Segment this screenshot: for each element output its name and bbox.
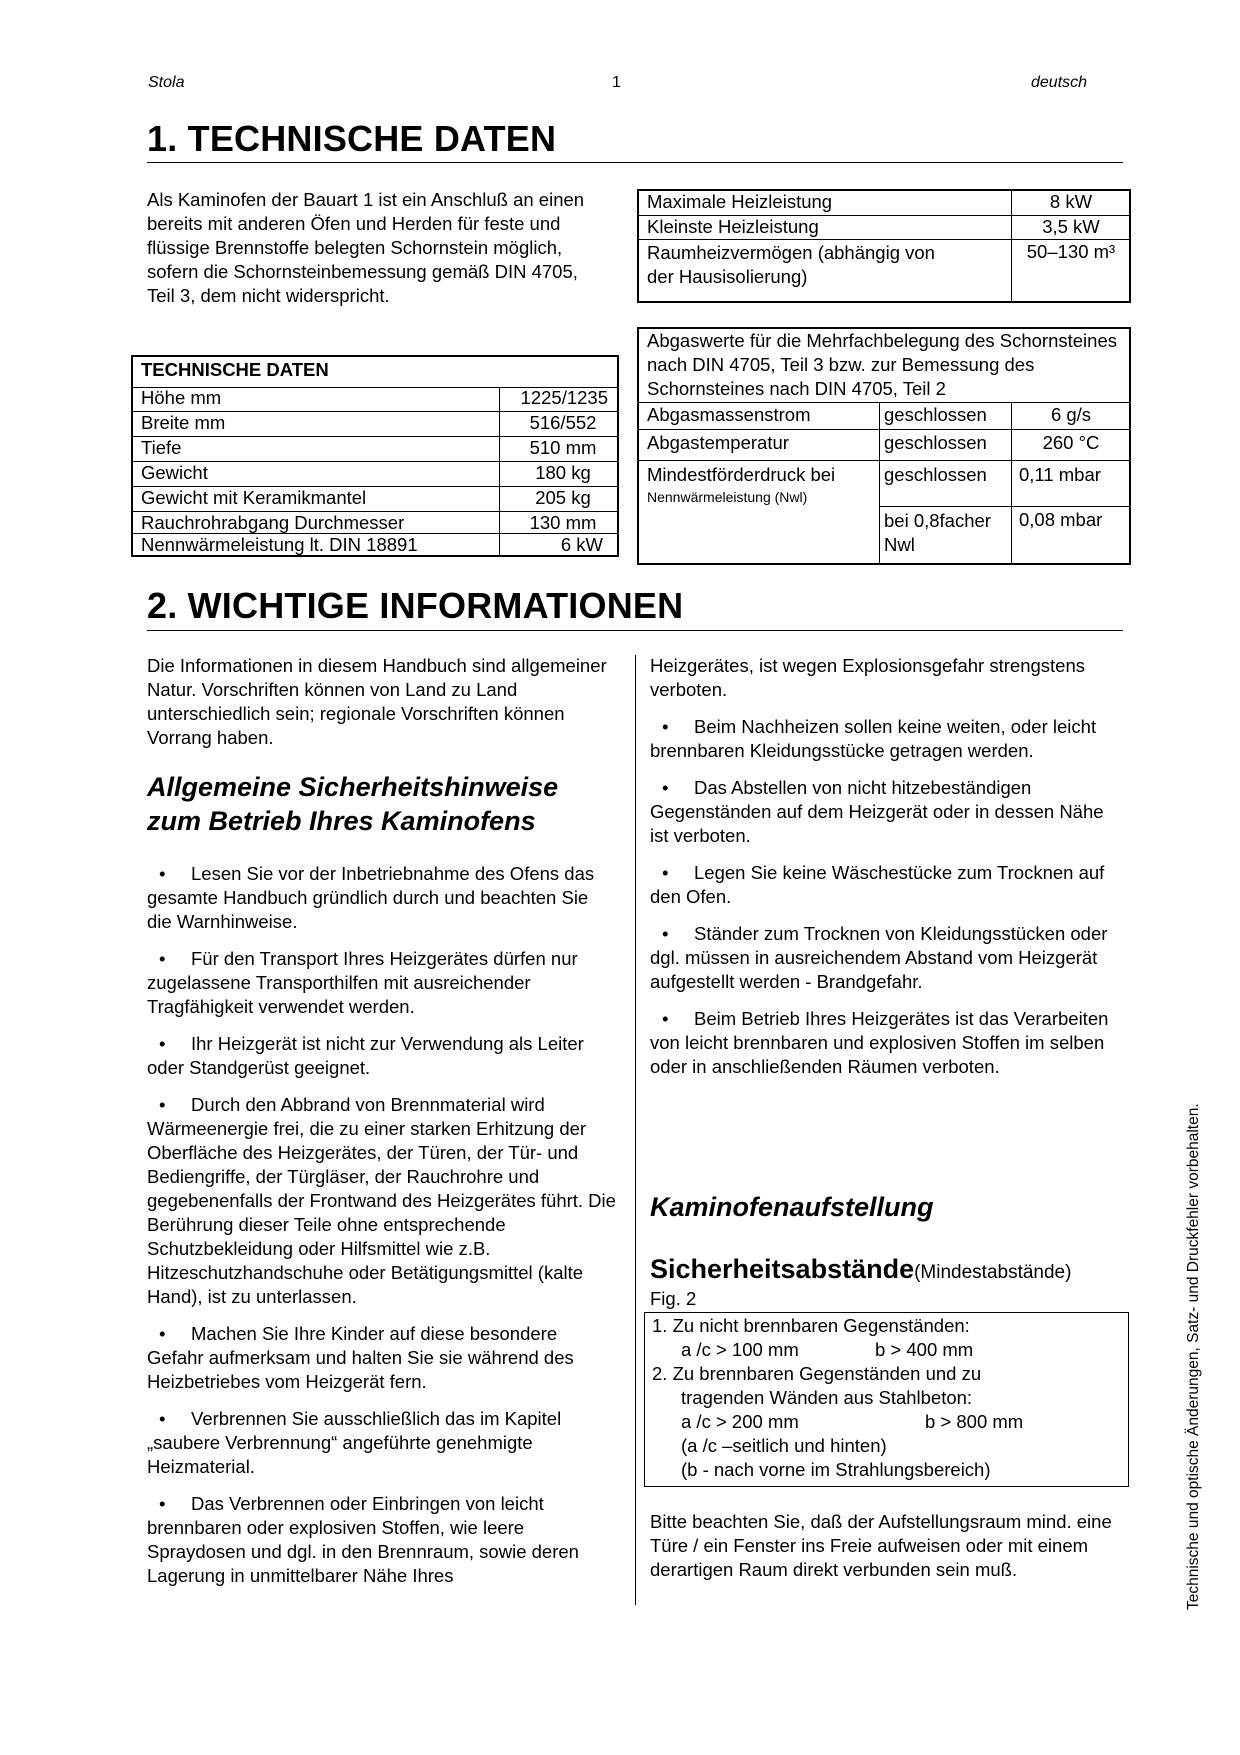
power-row-label: Raumheizvermögen (abhängig von der Hausisolierung) (647, 242, 935, 287)
power-row-value: 3,5 kW (1042, 216, 1100, 237)
list-item: • Verbrennen Sie ausschließlich das im Kapitel „saubere Verbrennung“ angeführte genehmigte Heizmaterial. (147, 1408, 562, 1477)
tech-data-table (131, 355, 619, 557)
tech-row-value: 205 kg (535, 487, 591, 508)
exhaust-row-value: 260 °C (1042, 432, 1100, 453)
tech-row-label: Gewicht (141, 462, 208, 483)
setup-heading: Kaminofenaufstellung (650, 1192, 934, 1222)
exhaust-table (637, 327, 1131, 565)
exhaust-row-cond: geschlossen (884, 432, 987, 453)
exhaust-row-cond: bei 0,8facher Nwl (884, 510, 991, 555)
distance-note: (a /c –seitlich und hinten) (681, 1435, 887, 1456)
sidebar-disclaimer: Technische und optische Änderungen, Satz- und Druckfehler vorbehalten. (1185, 1103, 1202, 1610)
power-row-label: Maximale Heizleistung (647, 191, 833, 212)
exhaust-row-label: Abgasmassenstrom (647, 404, 811, 425)
fig-label: Fig. 2 (650, 1288, 697, 1309)
tech-row-value: 180 kg (535, 462, 591, 483)
distances-box (644, 1312, 1129, 1487)
page-number: 1 (612, 74, 621, 91)
exhaust-row-label: Mindestförderdruck bei (647, 464, 836, 485)
list-item: • Legen Sie keine Wäschestücke zum Trocknen auf den Ofen. (650, 862, 1105, 907)
tech-row-value: 6 kW (560, 534, 603, 555)
list-item: • Durch den Abbrand von Brennmaterial wird Wärmeenergie frei, die zu einer starken Erhitzung der Oberfläche des Heizgerätes, der Türen, der Tür- und Bediengriffe, der Türgläser, der Rauchrohre und gegebenenfalls der Frontwand des Heizgerätes führt. Die Berührung dieser Teile ohne entsprechende Schutzbekleidung oder Hilfsmittel wie z.B. Hitzeschutzhandschuhe oder Betätigungsmittel (kalte Hand), ist zu unterlassen. (147, 1094, 616, 1307)
list-item: • Ständer zum Trocknen von Kleidungsstücken oder dgl. müssen in ausreichendem Abstand vom Heizgerät aufgestellt werden - Brandgefahr. (650, 923, 1108, 992)
section1-intro: Als Kaminofen der Bauart 1 ist ein Anschluß an einen bereits mit anderen Öfen und Herden für feste und flüssige Brennstoffe belegten Schornstein möglich, sofern die Schornsteinbemessung gemäß DIN 4705, Teil 3, dem nicht widerspricht. (147, 189, 585, 306)
tech-data-heading: TECHNISCHE DATEN (141, 359, 329, 380)
header-brand: Stola (148, 74, 185, 91)
list-item: • Lesen Sie vor der Inbetriebnahme des Ofens das gesamte Handbuch gründlich durch und beachten Sie die Warnhinweise. (147, 863, 595, 932)
list-item: • Beim Nachheizen sollen keine weiten, oder leicht brennbaren Kleidungsstücke getragen werden. (650, 716, 1097, 761)
tech-row-label: Höhe mm (141, 387, 222, 408)
tech-row-label: Rauchrohrabgang Durchmesser (141, 512, 405, 533)
distance-value: b > 400 mm (875, 1339, 974, 1360)
tech-row-label: Breite mm (141, 412, 226, 433)
distance-item: 1. Zu nicht brennbaren Gegenständen: (652, 1315, 970, 1336)
tech-row-label: Tiefe (141, 437, 182, 458)
power-table (637, 189, 1131, 303)
header-language: deutsch (1031, 74, 1088, 91)
distances-title (650, 1254, 1071, 1285)
section2-title: 2. WICHTIGE INFORMATIONEN (147, 585, 684, 626)
safety-heading: Allgemeine Sicherheitshinweise zum Betrieb Ihres Kaminofens (147, 772, 559, 836)
distance-item: 2. Zu brennbaren Gegenständen und zu (652, 1363, 982, 1384)
continuation-text: Heizgerätes, ist wegen Explosionsgefahr strengstens verboten. (650, 655, 1085, 700)
exhaust-row-note: Nennwärmeleistung (Nwl) (647, 489, 808, 505)
tech-row-value: 510 mm (529, 437, 597, 458)
exhaust-row-value: 6 g/s (1050, 404, 1092, 425)
section2-intro: Die Informationen in diesem Handbuch sind allgemeiner Natur. Vorschriften können von Land zu Land unterschiedlich sein; regionale Vorschriften können Vorrang haben. (147, 655, 607, 748)
power-row-value: 8 kW (1049, 191, 1093, 212)
exhaust-row-label: Abgastemperatur (647, 432, 789, 453)
closing-text: Bitte beachten Sie, daß der Aufstellungsraum mind. eine Türe / ein Fenster ins Freie aufweisen oder mit einem derartigen Raum direkt verbunden sein muß. (650, 1511, 1112, 1580)
list-item: • Ihr Heizgerät ist nicht zur Verwendung als Leiter oder Standgerüst geeignet. (147, 1033, 584, 1078)
exhaust-intro: Abgaswerte für die Mehrfachbelegung des Schornsteines nach DIN 4705, Teil 3 bzw. zur Bemessung des Schornsteines nach DIN 4705, Teil 2 (647, 330, 1117, 399)
list-item: • Für den Transport Ihres Heizgerätes dürfen nur zugelassene Transporthilfen mit ausreichender Tragfähigkeit verwendet werden. (147, 948, 578, 1017)
section1-title: 1. TECHNISCHE DATEN (147, 118, 557, 159)
distances-note: (Mindestabstände) (914, 1262, 1072, 1283)
section2-rule (147, 630, 1123, 631)
exhaust-row-value: 0,08 mbar (1019, 509, 1103, 530)
left-column (147, 654, 617, 1601)
distance-value: a /c > 100 mm (681, 1339, 799, 1360)
list-item: • Beim Betrieb Ihres Heizgerätes ist das Verarbeiten von leicht brennbaren und explosiven Stoffen im selben oder in anschließenden Räumen verboten. (650, 1008, 1109, 1077)
tech-row-label: Nennwärmeleistung lt. DIN 18891 (141, 534, 418, 555)
tech-row-value: 1225/1235 (520, 387, 608, 408)
distance-item-cont: tragenden Wänden aus Stahlbeton: (681, 1387, 973, 1408)
distance-value: a /c > 200 mm (681, 1411, 799, 1432)
distance-note: (b - nach vorne im Strahlungsbereich) (681, 1459, 991, 1480)
power-row-label: Kleinste Heizleistung (647, 216, 819, 237)
distance-value: b > 800 mm (925, 1411, 1024, 1432)
list-item: • Machen Sie Ihre Kinder auf diese besondere Gefahr aufmerksam und halten Sie sie während des Heizbetriebes vom Heizgerät fern. (147, 1323, 574, 1392)
column-divider (635, 655, 636, 1605)
tech-row-label: Gewicht mit Keramikmantel (141, 487, 367, 508)
tech-row-value: 130 mm (529, 512, 597, 533)
tech-row-value: 516/552 (529, 412, 597, 433)
exhaust-row-cond: geschlossen (884, 464, 987, 485)
power-row-value: 50–130 m³ (1026, 241, 1116, 262)
exhaust-row-cond: geschlossen (884, 404, 987, 425)
right-column (650, 654, 1125, 1092)
exhaust-row-value: 0,11 mbar (1019, 464, 1101, 485)
list-item: • Das Abstellen von nicht hitzebeständigen Gegenständen auf dem Heizgerät oder in dessen Nähe ist verboten. (650, 777, 1104, 846)
distances-heading: Sicherheitsabstände (650, 1254, 915, 1284)
section1-rule (147, 162, 1123, 163)
list-item: • Das Verbrennen oder Einbringen von leicht brennbaren oder explosiven Stoffen, wie leere Spraydosen und dgl. in den Brennraum, sowie deren Lagerung in unmittelbarer Nähe Ihres (147, 1493, 579, 1586)
